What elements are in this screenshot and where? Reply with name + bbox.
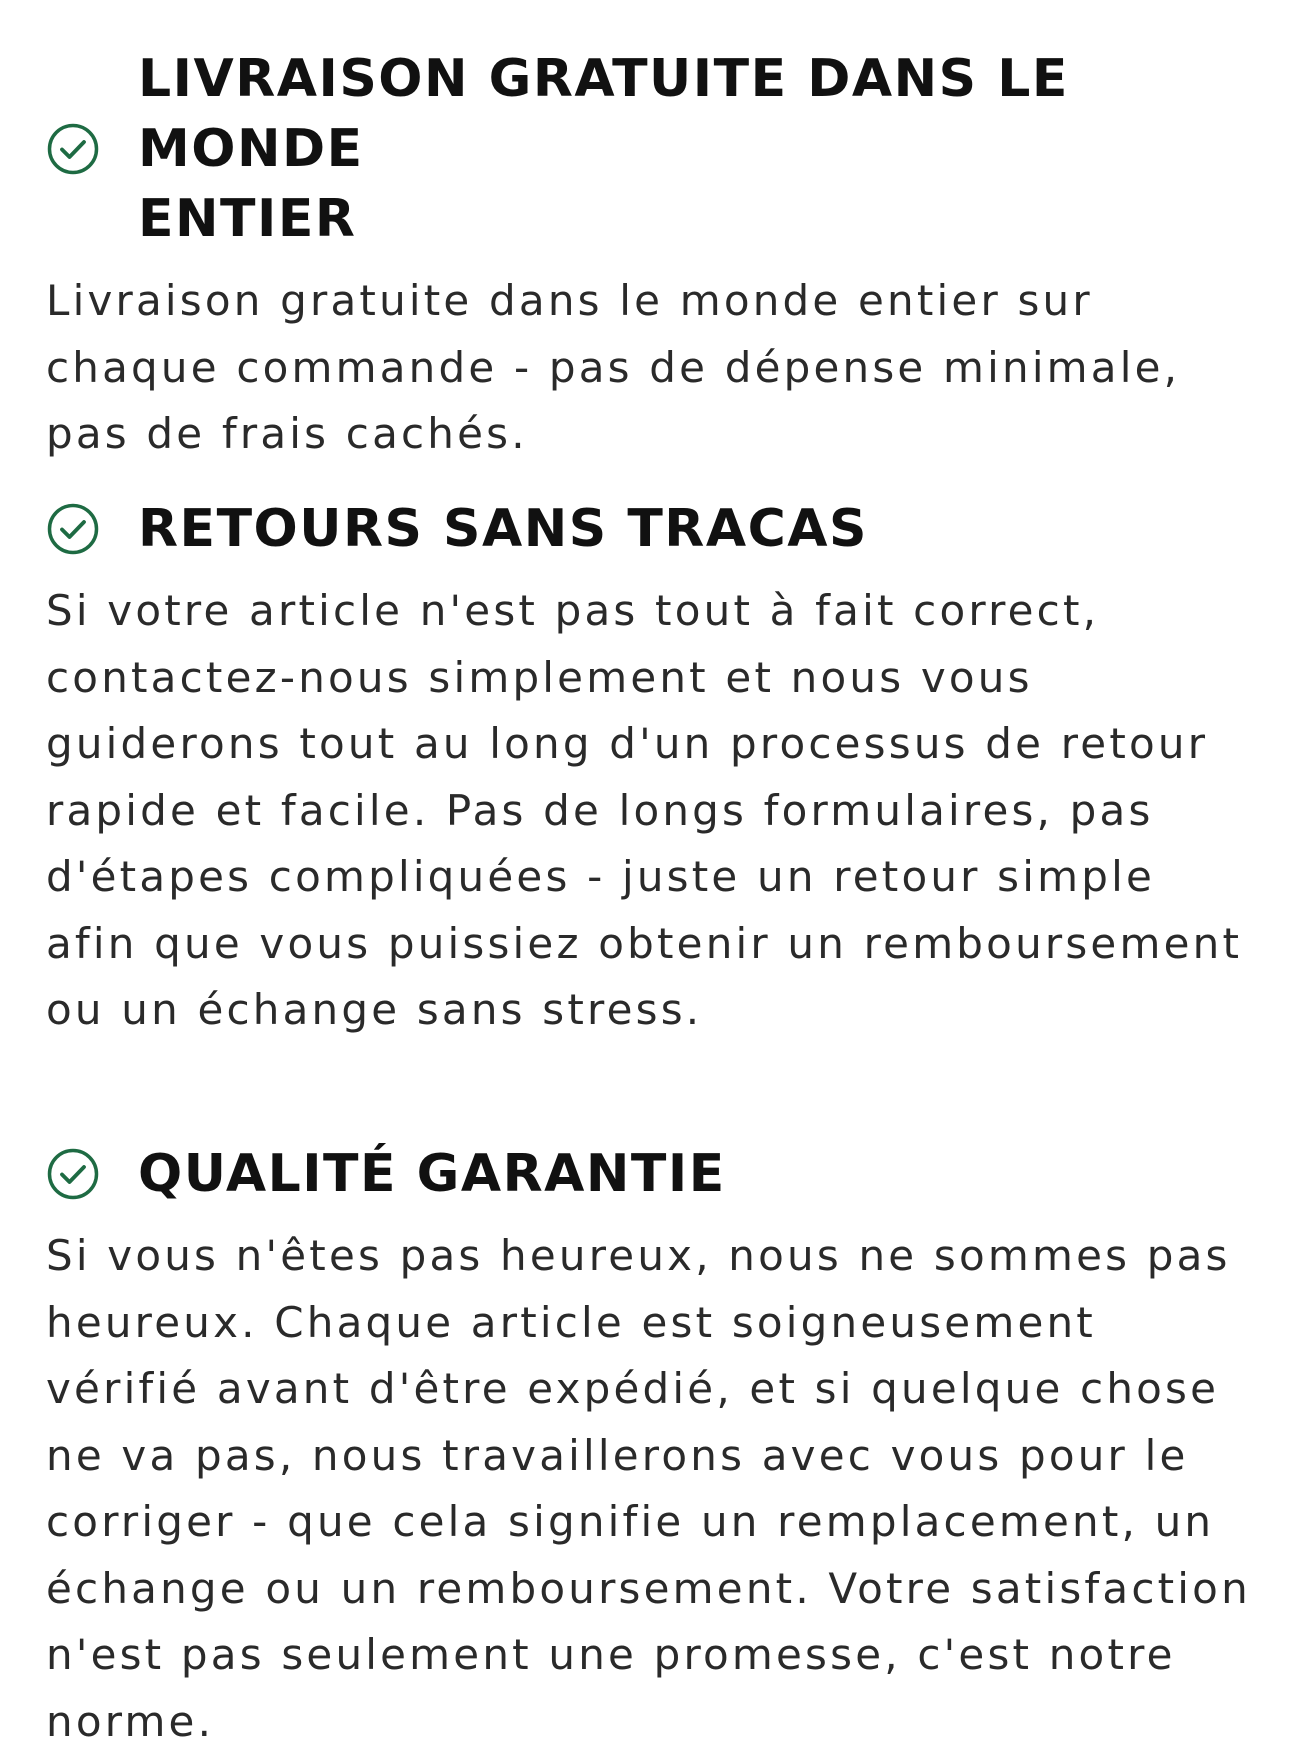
feature-title-line-2: ENTIER	[138, 189, 357, 249]
feature-title: QUALITÉ GARANTIE	[138, 1144, 726, 1204]
feature-easy-returns	[46, 494, 1256, 1044]
check-circle-icon	[46, 1147, 100, 1201]
check-circle-icon	[46, 122, 100, 176]
feature-heading-row	[46, 44, 1256, 254]
feature-title	[138, 44, 1256, 254]
feature-heading-row	[46, 494, 1256, 564]
check-circle-icon	[46, 502, 100, 556]
feature-quality-guarantee	[46, 1139, 1256, 1755]
feature-description: Si vous n'êtes pas heureux, nous ne sommes pas heureux. Chaque article est soigneusement vérifié avant d'être expédié, et si quelque chose ne va pas, nous travaillerons avec vous pour le corriger - que cela signifie un remplacement, un échange ou un remboursement. Votre satisfaction n'est pas seulement une promesse, c'est notre norme.	[46, 1231, 1251, 1746]
feature-free-shipping	[46, 44, 1256, 468]
feature-title-line-1: LIVRAISON GRATUITE DANS LE MONDE	[138, 49, 1069, 179]
feature-description: Si votre article n'est pas tout à fait correct, contactez-nous simplement et nous vous guiderons tout au long d'un processus de retour rapide et facile. Pas de longs formulaires, pas d'étapes compliquées - juste un retour simple afin que vous puissiez obtenir un remboursement ou un échange sans stress.	[46, 586, 1243, 1034]
feature-title: RETOURS SANS TRACAS	[138, 499, 868, 559]
feature-description: Livraison gratuite dans le monde entier sur chaque commande - pas de dépense minimale, pas de frais cachés.	[46, 276, 1181, 458]
feature-heading-row	[46, 1139, 1256, 1209]
